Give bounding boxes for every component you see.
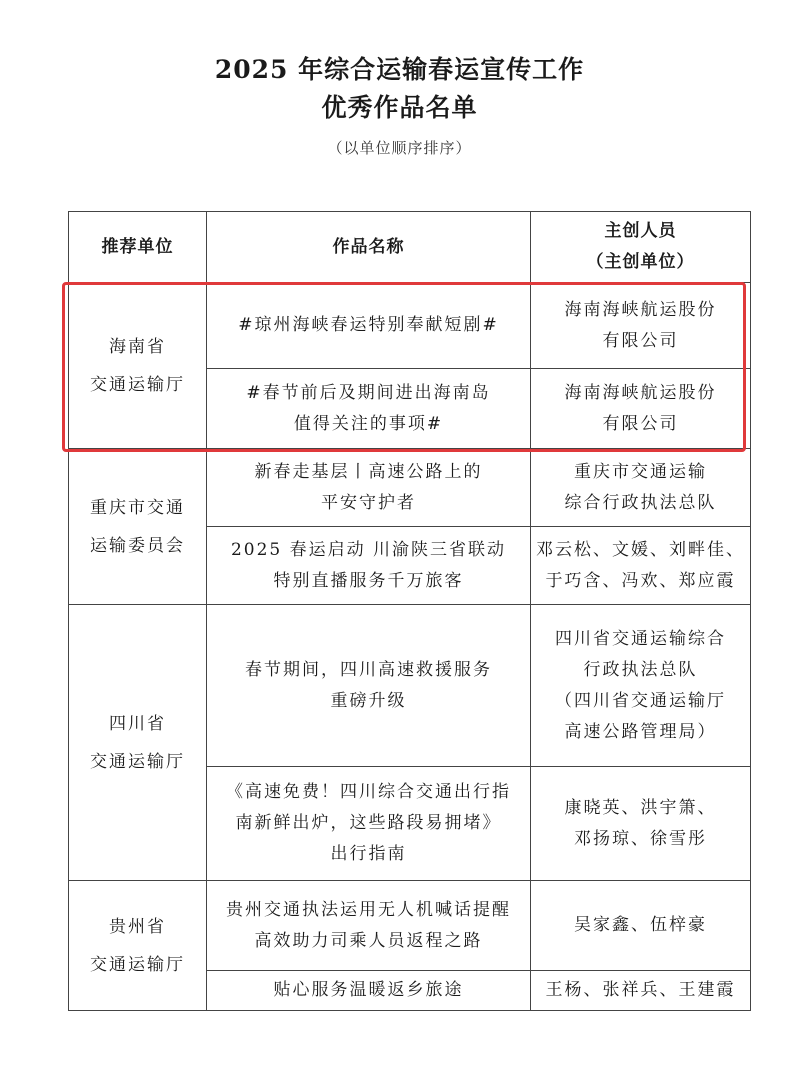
work-title-line: 出行指南 xyxy=(330,844,407,864)
work-title-cell xyxy=(207,971,531,1011)
unit-name-line: 重庆市交通 xyxy=(90,497,185,518)
work-title-cell xyxy=(207,767,531,881)
work-title-cell xyxy=(207,449,531,527)
author-line: 邓扬琼、徐雪彤 xyxy=(574,828,707,849)
author-cell xyxy=(531,369,751,449)
header-author-line1: 主创人员 xyxy=(604,221,677,241)
author-line: 吴家鑫、伍梓豪 xyxy=(574,915,707,935)
author-line: 于巧含、冯欢、郑应霞 xyxy=(545,570,736,591)
work-title-line: 值得关注的事项# xyxy=(293,413,444,434)
unit-name-line: 贵州省 xyxy=(109,916,166,937)
table-row xyxy=(69,449,751,527)
work-title-line: 重磅升级 xyxy=(330,690,407,711)
header-unit: 推荐单位 xyxy=(69,212,207,283)
unit-cell-chongqing xyxy=(69,449,207,605)
work-title-line: 贴心服务温暖返乡旅途 xyxy=(273,980,464,1000)
author-line: 综合行政执法总队 xyxy=(564,492,717,513)
header-work: 作品名称 xyxy=(207,212,531,283)
author-cell xyxy=(531,881,751,971)
work-title-cell xyxy=(207,881,531,971)
author-cell xyxy=(531,971,751,1011)
work-title-line: 春节期间，四川高速救援服务 xyxy=(245,659,492,680)
header-author-line2: （主创单位） xyxy=(586,252,695,272)
author-line: 重庆市交通运输 xyxy=(574,461,707,482)
unit-cell-guizhou xyxy=(69,881,207,1011)
table-row xyxy=(69,881,751,971)
author-cell xyxy=(531,605,751,767)
work-title-line: #琼州海峡春运特别奉献短剧# xyxy=(238,315,499,335)
work-title-line: 贵州交通执法运用无人机喊话提醒 xyxy=(226,899,511,920)
author-line: 有限公司 xyxy=(602,413,679,434)
work-title-line: 2025 春运启动 川渝陕三省联动 xyxy=(230,539,507,560)
work-title-cell xyxy=(207,369,531,449)
document-subtitle: （以单位顺序排序） xyxy=(327,139,472,157)
author-line: 有限公司 xyxy=(602,330,679,351)
author-line: （四川省交通运输厅 xyxy=(555,690,726,711)
document-title-line2: 优秀作品名单 xyxy=(321,93,478,122)
award-table xyxy=(68,211,751,1011)
author-line: 王杨、张祥兵、王建霞 xyxy=(545,980,736,1000)
table-row xyxy=(69,283,751,369)
unit-name-line: 四川省 xyxy=(109,713,166,734)
author-line: 海南海峡航运股份 xyxy=(564,382,717,403)
author-cell xyxy=(531,449,751,527)
header-author xyxy=(531,212,751,283)
unit-name-line: 交通运输厅 xyxy=(90,374,185,395)
author-line: 高速公路管理局） xyxy=(564,721,717,742)
unit-cell-sichuan xyxy=(69,605,207,881)
author-line: 海南海峡航运股份 xyxy=(564,299,717,320)
work-title-line: 南新鲜出炉，这些路段易拥堵》 xyxy=(235,813,502,833)
author-cell xyxy=(531,527,751,605)
unit-name-line: 海南省 xyxy=(109,336,166,357)
unit-name-line: 交通运输厅 xyxy=(90,751,185,772)
author-line: 四川省交通运输综合 xyxy=(555,628,726,649)
work-title-line: 《高速免费！四川综合交通出行指 xyxy=(226,782,511,802)
work-title-line: 特别直播服务千万旅客 xyxy=(273,570,464,591)
author-line: 行政执法总队 xyxy=(583,659,698,680)
author-cell xyxy=(531,283,751,369)
author-line: 邓云松、文媛、刘畔佳、 xyxy=(536,539,745,560)
author-cell xyxy=(531,767,751,881)
unit-cell-hainan xyxy=(69,283,207,449)
work-title-cell xyxy=(207,605,531,767)
work-title-line: #春节前后及期间进出海南岛 xyxy=(246,382,491,403)
work-title-cell xyxy=(207,283,531,369)
work-title-cell xyxy=(207,527,531,605)
unit-name-line: 交通运输厅 xyxy=(90,954,185,975)
document-title-line1: 2025 年综合运输春运宣传工作 xyxy=(214,55,585,84)
author-line: 康晓英、洪宇箫、 xyxy=(564,797,717,818)
work-title-line: 高效助力司乘人员返程之路 xyxy=(254,930,483,951)
table-row xyxy=(69,605,751,767)
work-title-line: 平安守护者 xyxy=(321,492,416,513)
table-header-row xyxy=(69,212,751,283)
unit-name-line: 运输委员会 xyxy=(90,535,185,556)
work-title-line: 新春走基层丨高速公路上的 xyxy=(254,461,483,482)
